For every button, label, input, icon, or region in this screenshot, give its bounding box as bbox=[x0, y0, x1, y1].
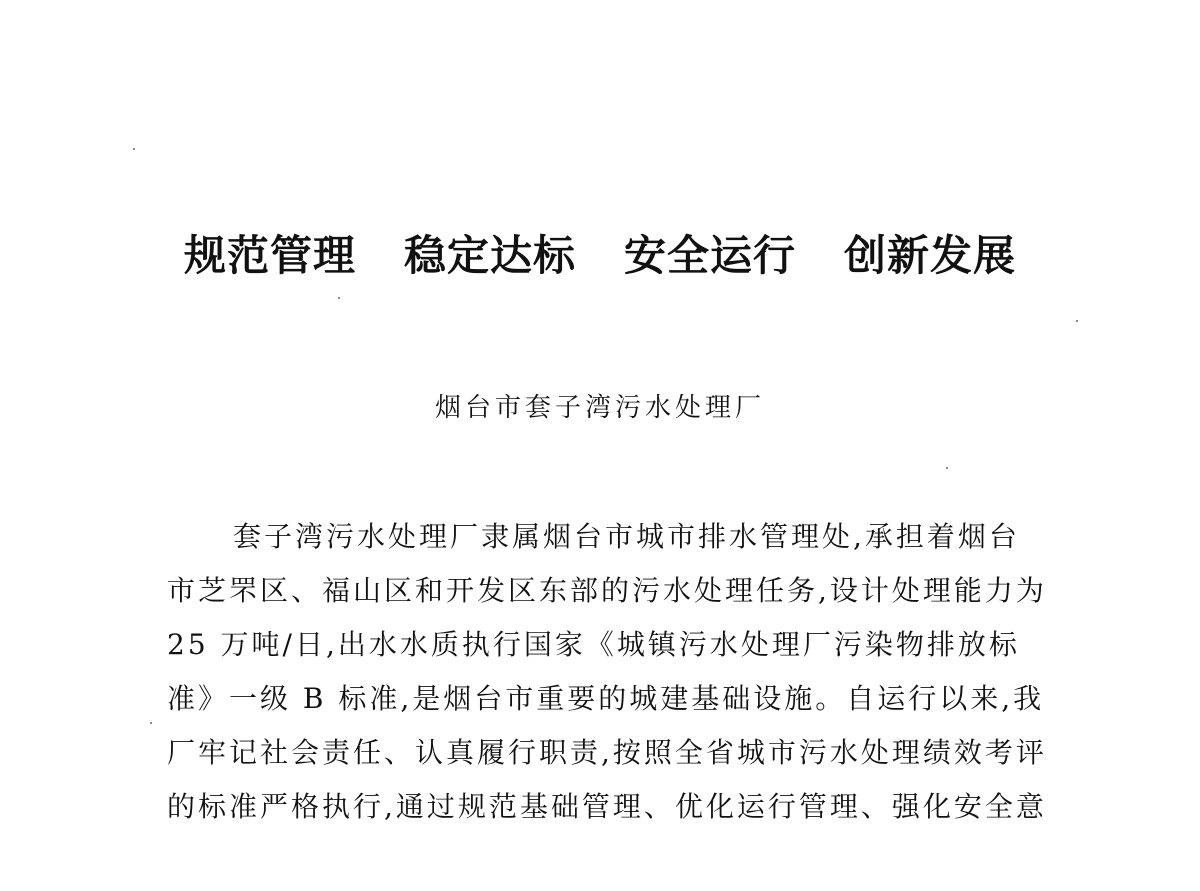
scan-speck bbox=[150, 722, 152, 724]
title-segment-1: 规范管理 bbox=[183, 231, 356, 280]
article-title bbox=[0, 228, 1200, 284]
body-line: 厂牢记社会责任、认真履行职责,按照全省城市污水处理绩效考评 bbox=[167, 736, 1047, 769]
scan-speck bbox=[946, 467, 948, 469]
scan-speck bbox=[133, 148, 135, 150]
body-line: 套子湾污水处理厂隶属烟台市城市排水管理处,承担着烟台 bbox=[233, 520, 1020, 553]
article-author: 烟台市套子湾污水处理厂 bbox=[434, 393, 765, 423]
body-line: 的标准严格执行,通过规范基础管理、优化运行管理、强化安全意 bbox=[167, 790, 1047, 823]
scan-speck bbox=[1076, 320, 1078, 322]
body-line: 市芝罘区、福山区和开发区东部的污水处理任务,设计处理能力为 bbox=[167, 574, 1047, 607]
title-segment-4: 创新发展 bbox=[844, 231, 1017, 280]
title-segment-2: 稳定达标 bbox=[403, 231, 576, 280]
body-line: 25 万吨/日,出水水质执行国家《城镇污水处理厂污染物排放标 bbox=[167, 628, 1020, 661]
scan-speck bbox=[338, 297, 340, 299]
body-line: 准》一级 B 标准,是烟台市重要的城建基础设施。自运行以来,我 bbox=[167, 682, 1045, 715]
article-body bbox=[167, 510, 1057, 834]
title-segment-3: 安全运行 bbox=[624, 231, 797, 280]
